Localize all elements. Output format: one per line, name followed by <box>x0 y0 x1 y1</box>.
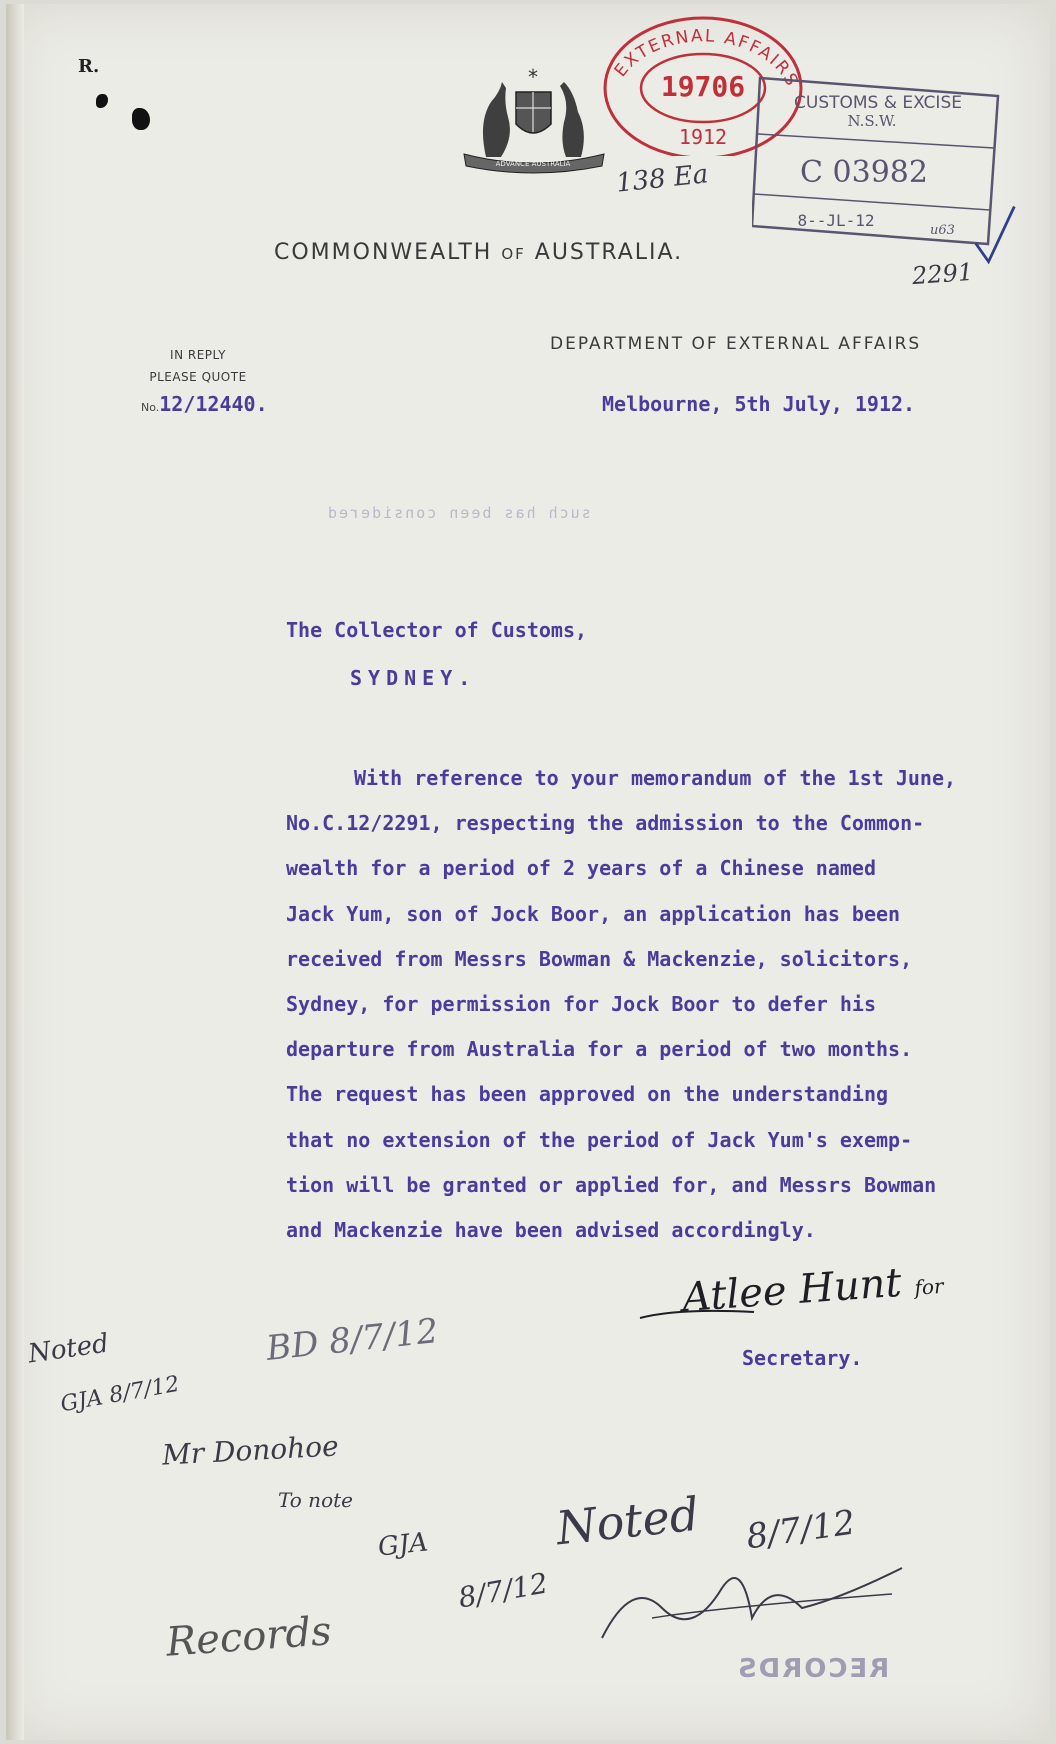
note-to-note: To note <box>278 1488 353 1512</box>
heading-australia: AUSTRALIA. <box>534 240 684 265</box>
note-records: Records <box>164 1608 333 1666</box>
heading-of: OF <box>501 245 526 263</box>
body-line: received from Messrs Bowman & Mackenzie, solicitors, <box>286 946 913 971</box>
signature-flourish <box>638 1304 758 1324</box>
note-gja2: GJA <box>376 1527 430 1563</box>
note-initials-right: 8/7/12 <box>743 1502 858 1558</box>
reference-value: 12/12440. <box>159 392 268 416</box>
corner-mark: R. <box>78 56 100 77</box>
letter-date: Melbourne, 5th July, 1912. <box>602 392 916 416</box>
body-line: tion will be granted or applied for, and Messrs Bowman <box>286 1172 937 1197</box>
ink-blot <box>96 94 108 108</box>
addressee-city: SYDNEY. <box>350 666 477 690</box>
body-line: The request has been approved on the understanding <box>286 1082 889 1107</box>
customs-date: 8--JL-12 <box>797 211 875 230</box>
note-noted-left: Noted <box>26 1328 111 1370</box>
customs-suffix: u63 <box>930 223 955 238</box>
closing-title: Secretary. <box>742 1346 863 1370</box>
records-stamp: RECORDS <box>736 1654 890 1684</box>
letter-page <box>6 4 1050 1740</box>
letter-body <box>286 756 1046 1253</box>
initials-scribble <box>592 1538 912 1648</box>
ink-blot <box>132 108 150 130</box>
crest-motto: ADVANCE AUSTRALIA <box>495 160 571 168</box>
handwritten-number: 2291 <box>911 257 974 291</box>
reply-quote-block <box>124 344 272 388</box>
body-line: Sydney, for permission for Jock Boor to defer his <box>286 992 877 1017</box>
paper-edge-shading <box>6 4 24 1740</box>
reply-line1: IN REPLY <box>170 348 226 362</box>
customs-title: CUSTOMS & EXCISE <box>794 93 962 113</box>
addressee: The Collector of Customs, <box>286 618 588 642</box>
note-initials-left: GJA 8/7/12 <box>58 1371 182 1418</box>
body-line: Jack Yum, son of Jock Boor, an application has been <box>286 901 901 926</box>
check-mark-icon <box>972 200 1018 270</box>
signature-name: Atlee Hunt <box>680 1259 903 1322</box>
bleed-through-text: such has been considered <box>326 504 591 522</box>
note-date2: 8/7/12 <box>455 1566 551 1615</box>
stamp-year: 1912 <box>678 125 728 149</box>
heading-commonwealth: COMMONWEALTH <box>274 240 493 265</box>
no-label: No. <box>141 401 160 414</box>
signature-suffix: for <box>913 1273 945 1300</box>
department-heading: DEPARTMENT OF EXTERNAL AFFAIRS <box>550 334 922 354</box>
body-line: wealth for a period of 2 years of a Chinese named <box>286 856 877 881</box>
svg-text:*: * <box>526 65 540 89</box>
body-line: departure from Australia for a period of two months. <box>286 1037 913 1062</box>
customs-state: N.S.W. <box>847 112 897 130</box>
commonwealth-heading <box>274 240 683 265</box>
handwritten-ref: 138 Ea <box>614 159 710 199</box>
stamp-arc-label: EXTERNAL AFFAIRS <box>610 26 803 91</box>
note-noted-right: Noted <box>553 1486 702 1556</box>
customs-stamp <box>752 74 1000 250</box>
body-line: and Mackenzie have been advised accordingly. <box>286 1218 816 1243</box>
body-line: With reference to your memorandum of the 1st June, <box>354 766 957 790</box>
body-line: that no extension of the period of Jack Yum's exemp- <box>286 1127 913 1152</box>
body-line: No.C.12/2291, respecting the admission to the Common- <box>286 811 925 836</box>
note-initials-mid: BD 8/7/12 <box>264 1311 441 1369</box>
note-mr-line: Mr Donohoe <box>161 1429 340 1472</box>
reference-number <box>141 392 268 416</box>
reply-line2: PLEASE QUOTE <box>149 370 247 384</box>
customs-number: C 03982 <box>800 155 928 190</box>
stamp-number: 19706 <box>660 70 746 103</box>
coat-of-arms-icon <box>456 62 611 174</box>
